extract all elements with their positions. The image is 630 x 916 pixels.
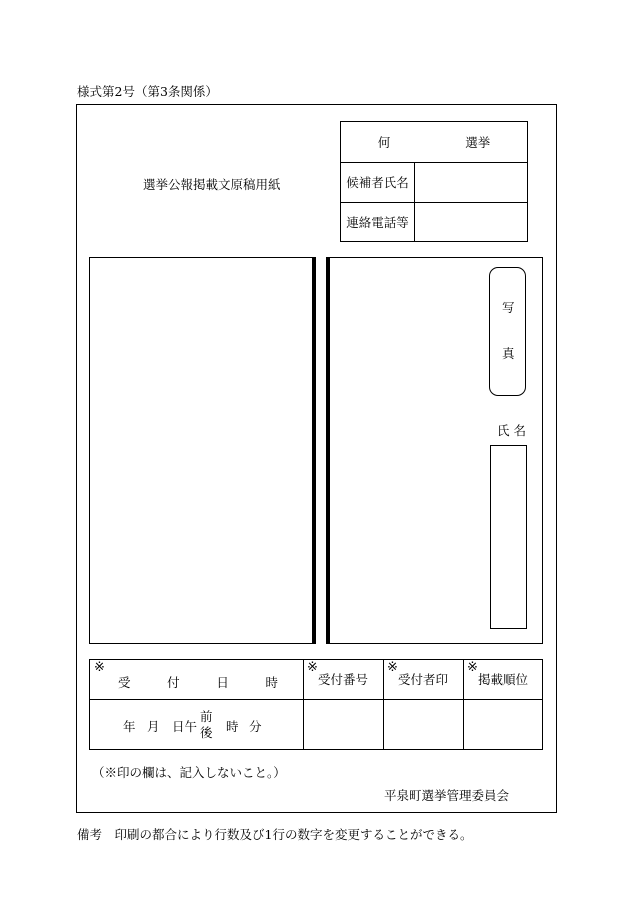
photo-label-bottom: 真 (502, 346, 515, 361)
name-field[interactable] (490, 445, 527, 629)
date-am: 前 (200, 709, 213, 724)
asterisk-mark-date: ※ (94, 660, 105, 675)
photo-frame[interactable] (489, 267, 526, 396)
contact-field[interactable] (415, 202, 527, 241)
reception-number-field[interactable] (304, 699, 383, 749)
candidate-name-field[interactable] (415, 162, 527, 202)
header-table (340, 121, 528, 242)
reception-datetime-label: 受 付 日 時 (118, 675, 278, 690)
asterisk-mark-number: ※ (307, 660, 318, 675)
asterisk-mark-order: ※ (467, 660, 478, 675)
reception-number-label: 受付番号 (317, 672, 368, 687)
candidate-name-label: 候補者氏名 (346, 175, 409, 190)
date-day-noon: 日午 (172, 719, 198, 734)
form-title: 選挙公報掲載文原稿用紙 (143, 177, 281, 192)
publication-order-field[interactable] (464, 699, 542, 749)
divider-bar-left (312, 257, 316, 644)
form-number: 様式第2号（第3条関係） (77, 84, 218, 99)
date-year: 年 (123, 719, 136, 734)
note-marked-fields: （※印の欄は、記入しないこと。） (92, 765, 286, 780)
committee-name: 平泉町選挙管理委員会 (384, 788, 510, 803)
receiver-seal-label: 受付者印 (397, 672, 448, 687)
asterisk-mark-seal: ※ (387, 660, 398, 675)
election-name-label: 何 選挙 (377, 135, 491, 150)
name-label: 氏 名 (497, 423, 526, 438)
photo-label-top: 写 (502, 300, 515, 315)
date-minute: 分 (249, 719, 262, 734)
date-hour: 時 (226, 719, 239, 734)
receiver-seal-field[interactable] (384, 699, 463, 749)
contact-label: 連絡電話等 (346, 214, 409, 230)
remarks: 備考 印刷の都合により行数及び1行の数字を変更することができる。 (77, 827, 473, 842)
publication-order-label: 掲載順位 (477, 672, 528, 687)
date-pm: 後 (200, 725, 213, 740)
date-month: 月 (147, 719, 160, 734)
manuscript-left-area[interactable] (89, 257, 313, 644)
